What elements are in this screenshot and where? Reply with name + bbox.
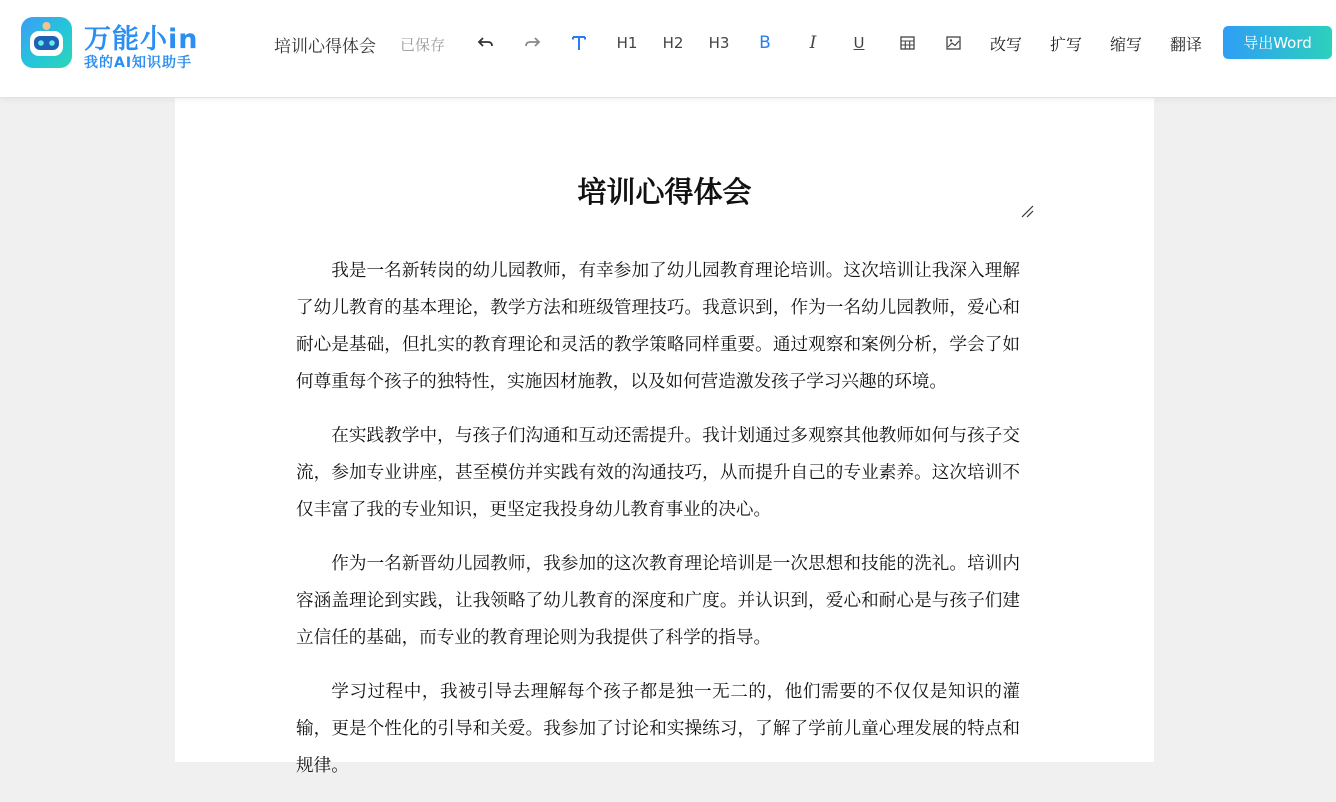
rewrite-button[interactable]: 改写 — [990, 35, 1023, 54]
undo-icon — [478, 36, 494, 50]
paragraph[interactable]: 学习过程中，我被引导去理解每个孩子都是独一无二的，他们需要的不仅仅是知识的灌输，更是个性化的引导和关爱。我参加了讨论和实操练习，了解了学前儿童心理发展的特点和规律。 — [296, 682, 1020, 776]
paragraph[interactable]: 我是一名新转岗的幼儿园教师，有幸参加了幼儿园教育理论培训。这次培训让我深入理解了幼儿教育的基本理论，教学方法和班级管理技巧。我意识到，作为一名幼儿园教师，爱心和耐心是基础，但扎实的教育理论和灵活的教学策略同样重要。通过观察和案例分析，学会了如何尊重每个孩子的独特性，实施因材施教，以及如何营造激发孩子学习兴趣的环境。 — [296, 261, 1020, 392]
paragraph[interactable]: 作为一名新晋幼儿园教师，我参加的这次教育理论培训是一次思想和技能的洗礼。培训内容涵盖理论到实践，让我领略了幼儿教育的深度和广度。并认识到，爱心和耐心是与孩子们建立信任的基础，而专业的教育理论则为我提供了科学的指导。 — [296, 554, 1020, 648]
save-status: 已保存 — [400, 36, 446, 54]
brand-tagline: 我的AI知识助手 — [84, 55, 193, 71]
resize-handle-icon[interactable] — [1020, 203, 1034, 217]
image-button[interactable] — [942, 30, 964, 56]
heading2-button[interactable]: H2 — [662, 34, 684, 52]
top-toolbar — [0, 0, 1336, 98]
document-body[interactable] — [296, 253, 1020, 802]
table-icon — [900, 36, 915, 50]
underline-button[interactable]: U — [853, 34, 865, 52]
paragraph[interactable]: 在实践教学中，与孩子们沟通和互动还需提升。我计划通过多观察其他教师如何与孩子交流，参加专业讲座，甚至模仿并实践有效的沟通技巧，从而提升自己的专业素养。这次培训不仅丰富了我的专业知识，更坚定我投身幼儿教育事业的决心。 — [296, 426, 1020, 520]
brand-name: 万能小in — [84, 24, 199, 55]
italic-button[interactable]: I — [809, 33, 817, 53]
text-style-button[interactable] — [568, 30, 590, 56]
heading3-button[interactable]: H3 — [708, 34, 730, 52]
document-title-field[interactable]: 培训心得体会 — [274, 37, 376, 57]
document-heading[interactable]: 培训心得体会 — [577, 175, 752, 209]
condense-button[interactable]: 缩写 — [1110, 35, 1143, 54]
heading1-button[interactable]: H1 — [616, 34, 638, 52]
text-style-icon — [571, 35, 587, 51]
expand-button[interactable]: 扩写 — [1050, 35, 1083, 54]
brand-logo[interactable] — [21, 17, 231, 69]
undo-button[interactable] — [476, 30, 496, 56]
export-word-button[interactable]: 导出Word — [1223, 26, 1332, 59]
redo-button[interactable] — [522, 30, 542, 56]
bold-button[interactable]: B — [759, 33, 771, 53]
image-icon — [946, 36, 961, 50]
robot-logo-icon — [21, 17, 72, 68]
document-page[interactable] — [175, 98, 1154, 776]
redo-icon — [524, 36, 540, 50]
table-button[interactable] — [896, 30, 918, 56]
translate-button[interactable]: 翻译 — [1170, 35, 1203, 54]
